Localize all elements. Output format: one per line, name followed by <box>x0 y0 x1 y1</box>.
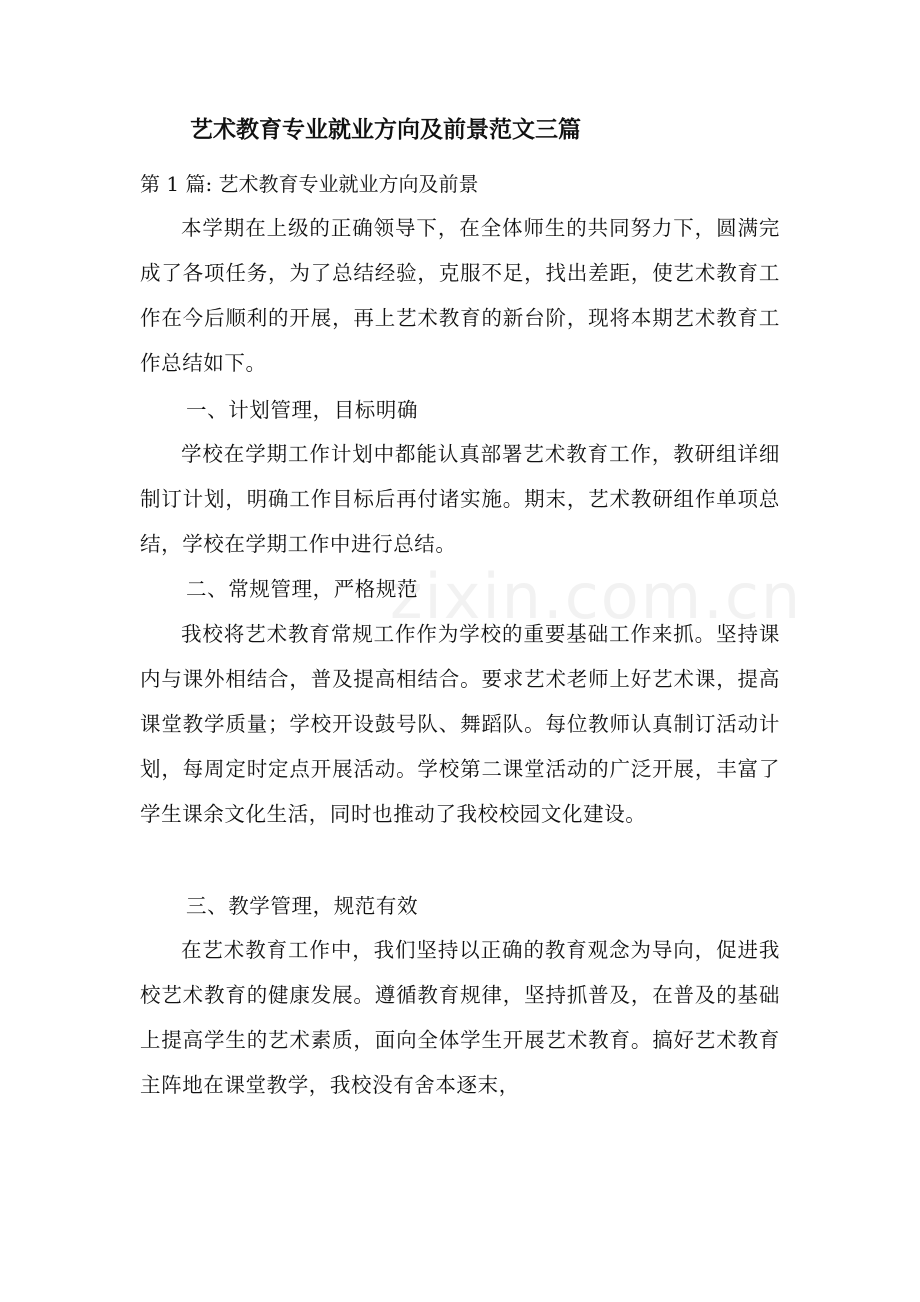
section-paragraph-routine: 我校将艺术教育常规工作作为学校的重要基础工作来抓。坚持课内与课外相结合，普及提高相结合。要求艺术老师上好艺术课，提高课堂教学质量；学校开设鼓号队、舞蹈队。每位教师认真制订活动计划，每周定时定点开展活动。学校第二课堂活动的广泛开展，丰富了学生课余文化生活，同时也推动了我校校园文化建设。 <box>140 622 780 826</box>
section-paragraph-teaching: 在艺术教育工作中，我们坚持以正确的教育观念为导向，促进我校艺术教育的健康发展。遵循教育规律，坚持抓普及，在普及的基础上提高学生的艺术素质，面向全体学生开展艺术教育。搞好艺术教育主阵地在课堂教学，我校没有舍本逐末， <box>140 938 780 1097</box>
article-subtitle: 第 1 篇: 艺术教育专业就业方向及前景 <box>140 172 479 196</box>
section-heading-teaching: 三、教学管理，规范有效 <box>186 894 419 918</box>
section-paragraph-plan: 学校在学期工作计划中都能认真部署艺术教育工作，教研组详细制订计划，明确工作目标后再付诸实施。期末，艺术教研组作单项总结，学校在学期工作中进行总结。 <box>140 442 780 556</box>
section-heading-plan: 一、计划管理，目标明确 <box>186 398 419 422</box>
section-heading-routine: 二、常规管理，严格规范 <box>186 577 419 601</box>
document-title: 艺术教育专业就业方向及前景范文三篇 <box>190 116 581 143</box>
watermark: zixin.com.cn <box>390 560 803 633</box>
intro-paragraph: 本学期在上级的正确领导下，在全体师生的共同努力下，圆满完成了各项任务，为了总结经验，克服不足，找出差距，使艺术教育工作在今后顺利的开展，再上艺术教育的新台阶，现将本期艺术教育工作总结如下。 <box>140 216 780 375</box>
